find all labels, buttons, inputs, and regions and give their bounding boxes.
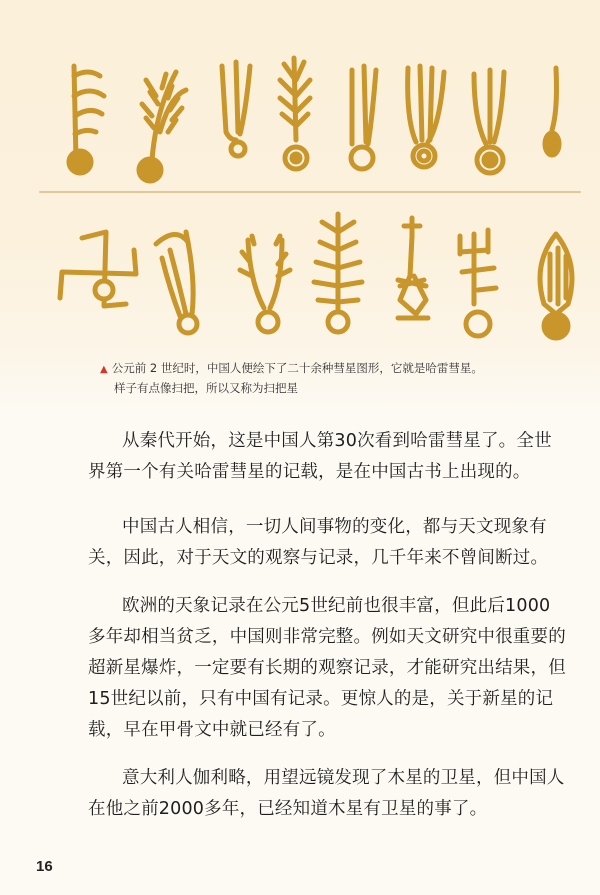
comet-drawing-2	[139, 72, 186, 181]
comet-drawing-12	[314, 214, 362, 332]
comet-drawing-3	[222, 62, 250, 156]
comet-drawing-8	[545, 68, 559, 155]
comet-drawing-7	[474, 70, 504, 173]
paragraph-3: 欧洲的天象记录在公元5世纪前也很丰富，但此后1000多年却相当贫乏，中国则非常完整。例如天文研究中很重要的超新星爆炸，一定要有长期的观察记录，才能研究出结果，但15世纪以前，只有中国有记录。更惊人的是，关于新星的记载，早在甲骨文中就已经有了。	[88, 596, 566, 740]
caption-line-1: 公元前 2 世纪时，中国人便绘下了二十余种彗星图形，它就是哈雷彗星。	[111, 361, 483, 375]
caption-line-2: 样子有点像扫把，所以又称为扫把星	[114, 381, 298, 395]
paragraph-1: 从秦代开始，这是中国人第30次看到哈雷彗星了。全世界第一个有关哈雷彗星的记载，是在中国古书上出现的。	[88, 431, 552, 482]
comet-drawing-5	[351, 66, 376, 169]
paragraph-4: 意大利人伽利略，用望远镜发现了木星的卫星，但中国人在他之前2000多年，已经知道木星有卫星的事了。	[88, 768, 565, 819]
paragraph-2: 中国古人相信，一切人间事物的变化，都与天文现象有关，因此，对于天文的观察与记录，几千年来不曾间断过。	[88, 517, 549, 568]
page-number: 16	[36, 858, 53, 875]
comet-drawing-9	[60, 232, 136, 306]
comet-drawing-15	[540, 234, 572, 338]
comet-drawing-13	[398, 218, 428, 318]
comet-drawings	[0, 0, 600, 355]
comet-drawing-6	[408, 66, 444, 167]
comet-drawing-11	[240, 236, 290, 332]
comet-illustration-panel	[0, 0, 600, 410]
comet-drawing-10	[156, 232, 197, 333]
caption-marker-icon: ▲	[100, 364, 108, 375]
figure-caption	[100, 359, 580, 398]
comet-drawing-14	[460, 230, 496, 336]
comet-drawing-4	[280, 58, 310, 169]
comet-drawing-1	[69, 66, 104, 173]
